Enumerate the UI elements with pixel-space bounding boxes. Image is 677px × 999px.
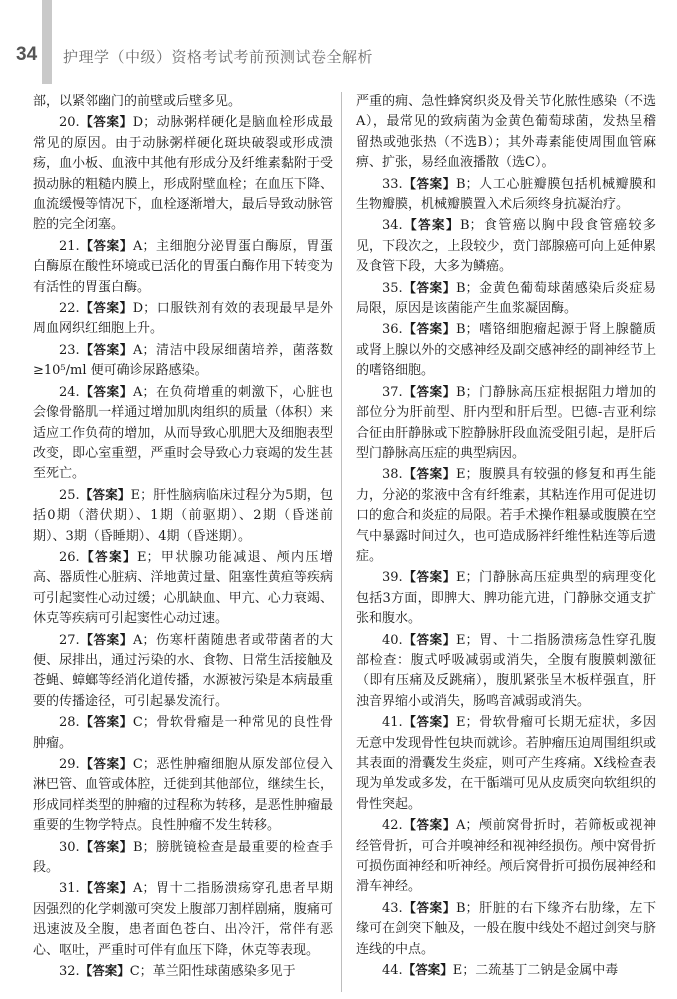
answer-paragraph: [356, 278, 656, 320]
question-number: 38.: [382, 467, 403, 483]
question-number: 33.: [382, 176, 403, 192]
answer-tag: 【答案】: [402, 714, 456, 730]
question-number: 43.: [382, 900, 403, 916]
answer-paragraph: [33, 630, 333, 713]
question-number: 30.: [59, 839, 80, 855]
question-number: 41.: [382, 715, 403, 731]
answer-paragraph: [356, 464, 656, 567]
answer-paragraph: [356, 215, 656, 277]
answer-text: D；动脉粥样硬化是脑血栓形成最常见的原因。由于动脉粥样硬化斑块破裂或形成溃疡，血小板、血液中其他有形成分及纤维素黏附于受损动脉的粗糙内膜上，形成附壁血栓；在血压下降、血流缓慢等情况下，血栓逐渐增大，最后导致动脉管腔的完全闭塞。: [33, 115, 333, 233]
question-number: 42.: [382, 818, 403, 834]
answer-tag: 【答案】: [79, 631, 133, 647]
answer-text: 严重的痈、急性蜂窝织炎及骨关节化脓性感染（不选A），最常见的致病菌为金黄色葡萄球菌，发热呈稽留热或弛张热（不选B）；其外毒素能使周围血管麻痹、扩张，易经血液播散（选C）。: [356, 94, 656, 171]
answer-text: 部，以紧邻幽门的前壁或后壁多见。: [33, 94, 242, 109]
question-number: 29.: [59, 757, 80, 772]
answer-text: B；金黄色葡萄球菌感染后炎症易局限，原因是该菌能产生血浆凝固酶。: [356, 280, 656, 317]
right-column: [356, 92, 656, 981]
column-divider: [341, 92, 342, 992]
question-number: 25.: [59, 487, 80, 503]
answer-tag: 【答案】: [402, 631, 456, 647]
answer-text: B；肝脏的右下缘齐右肋缘，左下缘可在剑突下触及，一般在腹中线处不超过剑突与脐连线的中点。: [356, 900, 656, 957]
answer-text: B；门静脉高压症根据阻力增加的部位分为肝前型、肝内型和肝后型。巴德-吉亚利综合征由肝静脉或下腔静脉肝段血流受阻引起，是肝后型门静脉高压症的典型病因。: [356, 384, 656, 461]
answer-text: E；骨软骨瘤可长期无症状，多因无意中发现骨性包块而就诊。若肿瘤压迫周围组织或其表面的滑囊发生炎症，则可产生疼痛。X线检查表现为单发或多发，在干骺端可见从皮质突向软组织的骨性突起。: [356, 715, 656, 812]
answer-text: A；主细胞分泌胃蛋白酶原，胃蛋白酶原在酸性环境或已活化的胃蛋白酶作用下转变为有活性的胃蛋白酶。: [33, 238, 333, 295]
question-number: 44.: [382, 963, 403, 979]
answer-tag: 【答案】: [79, 756, 133, 771]
question-number: 31.: [59, 881, 80, 897]
book-title: 护理学（中级）资格考试考前预测试卷全解析: [63, 49, 374, 66]
answer-paragraph: [356, 815, 656, 898]
answer-paragraph: [33, 236, 333, 298]
question-number: 40.: [382, 632, 403, 648]
answer-tag: 【答案】: [402, 321, 456, 337]
answer-text: A；胃十二指肠溃疡穿孔患者早期因强烈的化学刺激可突发上腹部刀割样剧痛，腹痛可迅速波及全腹，患者面色苍白、出冷汗，常伴有恶心、呕吐，严重时可伴有血压下降，休克等表现。: [33, 881, 333, 958]
answer-paragraph: [33, 712, 333, 754]
answer-tag: 【答案】: [79, 237, 133, 253]
question-number: 34.: [382, 218, 403, 234]
answer-paragraph: [33, 754, 333, 837]
answer-text: E；胃、十二指肠溃疡急性穿孔腹部检查：腹式呼吸减弱或消失，全腹有腹膜刺激征（即有压痛及反跳痛），腹肌紧张呈木板样强直，肝浊音界缩小或消失，肠鸣音减弱或消失。: [356, 632, 656, 709]
answer-tag: 【答案】: [402, 466, 456, 482]
page-header: [0, 0, 677, 84]
question-number: 21.: [59, 238, 80, 254]
question-number: 24.: [59, 384, 80, 400]
question-number: 28.: [59, 715, 80, 731]
page-number: 34: [16, 44, 38, 65]
question-number: 39.: [382, 570, 403, 586]
answer-text: E；甲状腺功能减退、颅内压增高、器质性心脏病、洋地黄过量、阻塞性黄疸等疾病可引起窦性心动过缓；心肌缺血、甲亢、心力衰竭、休克等疾病可引起窦性心动过速。: [33, 549, 333, 627]
answer-tag: 【答案】: [79, 114, 133, 130]
answer-text: E；二巯基丁二钠是金属中毒: [452, 963, 619, 979]
answer-tag: 【答案】: [79, 714, 133, 730]
answer-paragraph: [33, 961, 333, 982]
continued-paragraph: [33, 92, 333, 112]
answer-paragraph: [356, 174, 656, 216]
answer-text: B；人工心脏瓣膜包括机械瓣膜和生物瓣膜，机械瓣膜置入术后须终身抗凝治疗。: [356, 176, 656, 213]
answer-text: A；伤寒杆菌随患者或带菌者的大便、尿排出，通过污染的水、食物、日常生活接触及苍蝇、蟑螂等经消化道传播，水源被污染是本病最重要的传播途径，可引起暴发流行。: [33, 632, 333, 709]
answer-paragraph: [33, 112, 333, 235]
answer-tag: 【答案】: [79, 486, 131, 502]
answer-text: E；门静脉高压症典型的病理变化包括3方面，即脾大、脾功能亢进，门静脉交通支扩张和腹水。: [356, 570, 656, 627]
answer-paragraph: [33, 298, 333, 340]
answer-text: C；革兰阳性球菌感染多见于: [129, 964, 296, 980]
answer-paragraph: [33, 382, 333, 485]
answer-paragraph: [33, 878, 333, 961]
answer-tag: 【答案】: [79, 341, 133, 357]
question-number: 27.: [59, 632, 80, 648]
answer-tag: 【答案】: [79, 548, 137, 564]
answer-tag: 【答案】: [402, 569, 456, 585]
question-number: 23.: [59, 342, 80, 358]
answer-tag: 【答案】: [79, 963, 130, 979]
answer-paragraph: [356, 712, 656, 815]
answer-text: A；在负荷增重的刺激下，心脏也会像骨骼肌一样通过增加肌肉组织的质量（体积）来适应工作负荷的增加，从而导致心肌肥大及细胞表型改变，即心室重塑，严重时会导致心力衰竭的发生甚至死亡。: [33, 384, 333, 482]
answer-text: B；膀胱镜检查是最重要的检查手段。: [33, 839, 333, 876]
answer-tag: 【答案】: [402, 962, 453, 978]
question-number: 32.: [59, 964, 80, 980]
answer-tag: 【答案】: [79, 880, 133, 896]
answer-tag: 【答案】: [402, 817, 456, 833]
answer-text: D；口服铁剂有效的表现最早是外周血网织红细胞上升。: [33, 301, 333, 337]
question-number: 37.: [382, 384, 403, 400]
question-number: 36.: [382, 322, 403, 338]
answer-tag: 【答案】: [402, 899, 456, 915]
answer-tag: 【答案】: [402, 383, 456, 399]
answer-paragraph: [356, 960, 656, 981]
answer-paragraph: [33, 547, 333, 630]
answer-paragraph: [356, 319, 656, 381]
question-number: 26.: [59, 549, 80, 565]
answer-text: C；骨软骨瘤是一种常见的良性骨肿瘤。: [33, 715, 333, 751]
answer-paragraph: [356, 630, 656, 713]
answer-text: E；腹膜具有较强的修复和再生能力，分泌的浆液中含有纤维素，其粘连作用可促进切口的愈合和炎症的局限。若手术操作粗暴或腹膜在空气中暴露时间过久，也可造成肠袢纤维性粘连等后遗症。: [356, 467, 656, 564]
question-number: 35.: [382, 280, 403, 296]
answer-text: B；食管癌以胸中段食管癌较多见，下段次之，上段较少，贲门部腺癌可向上延伸累及食管下段，大多为鳞癌。: [356, 218, 656, 275]
answer-text: B；嗜铬细胞瘤起源于肾上腺髓质或肾上腺以外的交感神经及副交感神经的副神经节上的嗜铬细胞。: [356, 322, 656, 379]
left-column: [33, 92, 333, 982]
answer-text: E；肝性脑病临床过程分为5期，包括0期（潜伏期）、1期（前驱期）、2期（昏迷前期）、3期（昏睡期）、4期（昏迷期）。: [33, 487, 333, 544]
answer-tag: 【答案】: [402, 175, 456, 191]
answer-paragraph: [33, 485, 333, 547]
answer-paragraph: [356, 382, 656, 465]
question-number: 20.: [59, 115, 80, 131]
answer-text: A；清洁中段尿细菌培养，菌落数≥10⁵/ml 便可确诊尿路感染。: [33, 342, 333, 379]
answer-paragraph: [33, 837, 333, 879]
answer-text: A；颅前窝骨折时，若筛板或视神经管骨折，可合并嗅神经和视神经损伤。颅中窝骨折可损伤面神经和听神经。颅后窝骨折可损伤展神经和滑车神经。: [356, 818, 656, 895]
answer-paragraph: [356, 898, 656, 960]
answer-tag: 【答案】: [79, 300, 133, 316]
answer-paragraph: [356, 567, 656, 629]
answer-tag: 【答案】: [402, 217, 460, 233]
continued-paragraph: [356, 92, 656, 174]
answer-tag: 【答案】: [79, 838, 133, 854]
answer-tag: 【答案】: [79, 383, 133, 399]
question-number: 22.: [59, 301, 80, 317]
header-divider-bar: [42, 0, 52, 84]
answer-tag: 【答案】: [402, 279, 456, 295]
answer-text: C；恶性肿瘤细胞从原发部位侵入淋巴管、血管或体腔，迁徙到其他部位，继续生长，形成同样类型的肿瘤的过程称为转移，是恶性肿瘤最重要的生物学特点。良性肿瘤不发生转移。: [33, 757, 333, 834]
answer-paragraph: [33, 340, 333, 382]
